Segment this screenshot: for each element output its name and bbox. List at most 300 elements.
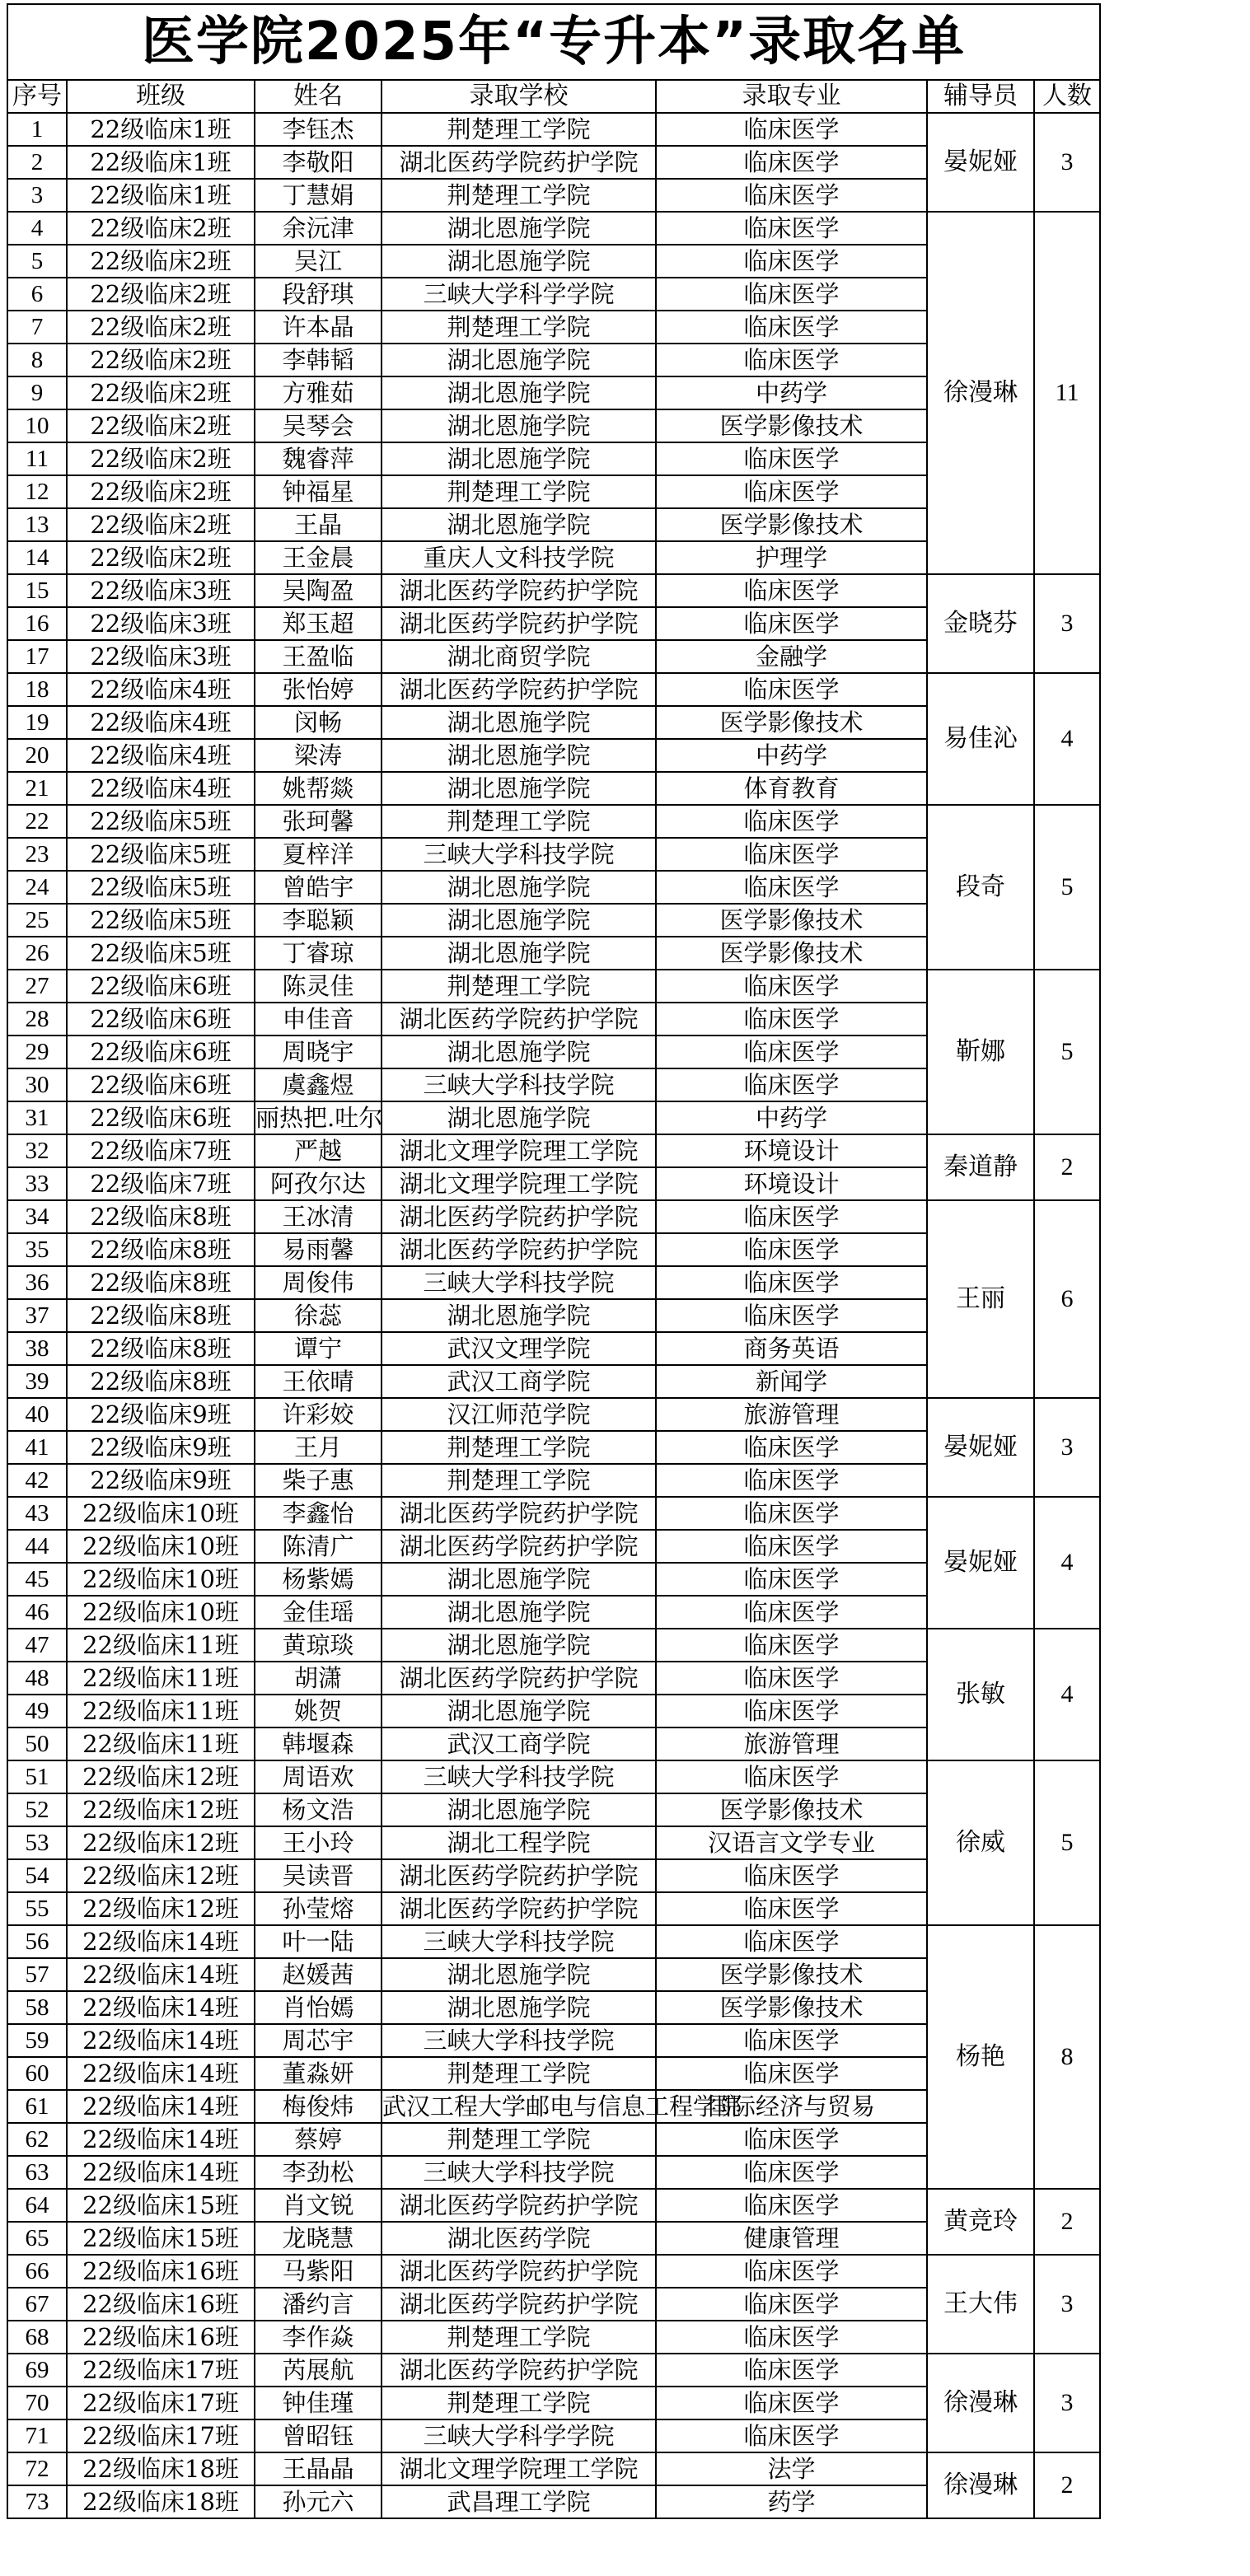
row-major: 临床医学 (656, 838, 927, 871)
row-class: 22级临床3班 (67, 607, 255, 640)
table-row (7, 673, 1245, 706)
spacer-cell (1100, 2255, 1245, 2288)
row-index: 14 (7, 541, 67, 574)
row-school: 荆楚理工学院 (382, 2387, 656, 2419)
row-major: 临床医学 (656, 2354, 927, 2387)
spacer-cell (1100, 970, 1245, 1003)
row-index: 19 (7, 706, 67, 739)
table-row (7, 1200, 1245, 1233)
row-class: 22级临床2班 (67, 475, 255, 508)
row-index: 31 (7, 1101, 67, 1134)
counselor-cell: 秦道静 (927, 1134, 1034, 1200)
row-class: 22级临床10班 (67, 1596, 255, 1629)
row-major: 临床医学 (656, 1695, 927, 1727)
row-major: 临床医学 (656, 673, 927, 706)
row-school: 荆楚理工学院 (382, 113, 656, 146)
row-major: 医学影像技术 (656, 409, 927, 442)
spacer-cell (1100, 1760, 1245, 1793)
row-major: 临床医学 (656, 574, 927, 607)
row-index: 68 (7, 2321, 67, 2354)
row-index: 15 (7, 574, 67, 607)
spacer-cell (1100, 739, 1245, 772)
row-index: 71 (7, 2419, 67, 2452)
row-class: 22级临床16班 (67, 2321, 255, 2354)
row-major: 金融学 (656, 640, 927, 673)
row-school: 湖北恩施学院 (382, 1958, 656, 1991)
row-class: 22级临床12班 (67, 1793, 255, 1826)
count-cell: 6 (1034, 1200, 1100, 1398)
count-cell: 5 (1034, 1760, 1100, 1925)
spacer-cell (1100, 146, 1245, 179)
row-school: 湖北恩施学院 (382, 871, 656, 904)
spacer-cell (1100, 937, 1245, 970)
table-row (7, 2189, 1245, 2222)
row-student-name: 虞鑫煜 (255, 1068, 382, 1101)
counselor-cell: 晏妮娅 (927, 1497, 1034, 1629)
header-name: 姓名 (255, 80, 382, 113)
spacer-cell (1100, 2090, 1245, 2123)
row-student-name: 吴江 (255, 245, 382, 278)
row-student-name: 吴琴会 (255, 409, 382, 442)
spacer-cell (1100, 113, 1245, 146)
row-class: 22级临床2班 (67, 212, 255, 245)
row-school: 湖北医药学院药护学院 (382, 146, 656, 179)
spacer-cell (1100, 673, 1245, 706)
row-index: 27 (7, 970, 67, 1003)
row-index: 26 (7, 937, 67, 970)
row-index: 54 (7, 1859, 67, 1892)
row-major: 医学影像技术 (656, 1991, 927, 2024)
row-school: 重庆人文科技学院 (382, 541, 656, 574)
spacer-cell (1100, 1068, 1245, 1101)
row-major: 临床医学 (656, 805, 927, 838)
row-index: 48 (7, 1662, 67, 1695)
row-student-name: 王金晨 (255, 541, 382, 574)
row-school: 湖北医药学院药护学院 (382, 1497, 656, 1530)
spacer-cell (1100, 1233, 1245, 1266)
row-index: 56 (7, 1925, 67, 1958)
row-school: 三峡大学科学学院 (382, 2419, 656, 2452)
row-school: 三峡大学科技学院 (382, 1266, 656, 1299)
row-class: 22级临床16班 (67, 2255, 255, 2288)
row-school: 湖北文理学院理工学院 (382, 2452, 656, 2485)
row-school: 荆楚理工学院 (382, 475, 656, 508)
row-student-name: 阿孜尔达 (255, 1167, 382, 1200)
spacer-cell (1100, 1003, 1245, 1036)
row-class: 22级临床6班 (67, 970, 255, 1003)
row-student-name: 李鑫怡 (255, 1497, 382, 1530)
row-index: 35 (7, 1233, 67, 1266)
header-row (7, 80, 1245, 113)
counselor-cell: 靳娜 (927, 970, 1034, 1134)
spacer-cell (1100, 311, 1245, 344)
row-student-name: 周语欢 (255, 1760, 382, 1793)
row-index: 70 (7, 2387, 67, 2419)
table-row (7, 2354, 1245, 2387)
row-major: 环境设计 (656, 1167, 927, 1200)
row-class: 22级临床14班 (67, 1925, 255, 1958)
row-index: 42 (7, 1464, 67, 1497)
table-row (7, 212, 1245, 245)
row-student-name: 余沅津 (255, 212, 382, 245)
row-major: 临床医学 (656, 1068, 927, 1101)
row-class: 22级临床9班 (67, 1464, 255, 1497)
row-class: 22级临床1班 (67, 179, 255, 212)
spacer-cell (1100, 2189, 1245, 2222)
row-index: 38 (7, 1332, 67, 1365)
table-row (7, 2452, 1245, 2485)
spacer-cell (1100, 2288, 1245, 2321)
row-index: 9 (7, 376, 67, 409)
row-major: 临床医学 (656, 1530, 927, 1563)
row-class: 22级临床10班 (67, 1530, 255, 1563)
row-student-name: 王晶 (255, 508, 382, 541)
counselor-cell: 晏妮娅 (927, 113, 1034, 212)
row-index: 65 (7, 2222, 67, 2255)
row-major: 临床医学 (656, 1036, 927, 1068)
row-class: 22级临床11班 (67, 1662, 255, 1695)
row-major: 临床医学 (656, 2387, 927, 2419)
spacer-cell (1100, 772, 1245, 805)
row-class: 22级临床11班 (67, 1629, 255, 1662)
row-index: 37 (7, 1299, 67, 1332)
row-major: 护理学 (656, 541, 927, 574)
row-class: 22级临床11班 (67, 1695, 255, 1727)
counselor-cell: 王大伟 (927, 2255, 1034, 2354)
row-school: 湖北医药学院药护学院 (382, 1859, 656, 1892)
table-body (7, 113, 1245, 2518)
count-cell: 4 (1034, 1629, 1100, 1760)
row-index: 1 (7, 113, 67, 146)
spacer-cell (1100, 1299, 1245, 1332)
row-school: 湖北恩施学院 (382, 739, 656, 772)
row-major: 临床医学 (656, 1299, 927, 1332)
row-class: 22级临床10班 (67, 1563, 255, 1596)
row-school: 三峡大学科学学院 (382, 278, 656, 311)
row-school: 湖北恩施学院 (382, 1036, 656, 1068)
row-major: 临床医学 (656, 1200, 927, 1233)
counselor-cell: 张敏 (927, 1629, 1034, 1760)
row-school: 湖北恩施学院 (382, 1695, 656, 1727)
spacer-cell (1100, 607, 1245, 640)
spacer-cell (1100, 2222, 1245, 2255)
row-class: 22级临床4班 (67, 706, 255, 739)
row-student-name: 王盈临 (255, 640, 382, 673)
row-class: 22级临床12班 (67, 1892, 255, 1925)
row-student-name: 丁睿琼 (255, 937, 382, 970)
row-student-name: 叶一陆 (255, 1925, 382, 1958)
row-index: 28 (7, 1003, 67, 1036)
row-class: 22级临床8班 (67, 1332, 255, 1365)
row-school: 三峡大学科技学院 (382, 1925, 656, 1958)
table-row (7, 1925, 1245, 1958)
row-major: 临床医学 (656, 2156, 927, 2189)
spacer-cell (1100, 179, 1245, 212)
row-class: 22级临床9班 (67, 1431, 255, 1464)
row-index: 49 (7, 1695, 67, 1727)
row-index: 33 (7, 1167, 67, 1200)
row-class: 22级临床2班 (67, 311, 255, 344)
row-school: 湖北医药学院药护学院 (382, 1200, 656, 1233)
row-index: 30 (7, 1068, 67, 1101)
row-school: 湖北恩施学院 (382, 706, 656, 739)
row-student-name: 梅俊炜 (255, 2090, 382, 2123)
row-school: 湖北恩施学院 (382, 1629, 656, 1662)
row-index: 52 (7, 1793, 67, 1826)
header-major: 录取专业 (656, 80, 927, 113)
spacer-cell (1100, 2024, 1245, 2057)
row-school: 三峡大学科技学院 (382, 838, 656, 871)
row-class: 22级临床1班 (67, 146, 255, 179)
row-student-name: 周晓宇 (255, 1036, 382, 1068)
row-student-name: 胡潇 (255, 1662, 382, 1695)
count-cell: 3 (1034, 1398, 1100, 1497)
row-class: 22级临床14班 (67, 2057, 255, 2090)
row-school: 湖北恩施学院 (382, 409, 656, 442)
row-class: 22级临床15班 (67, 2189, 255, 2222)
row-student-name: 许彩姣 (255, 1398, 382, 1431)
row-class: 22级临床6班 (67, 1101, 255, 1134)
row-student-name: 许本晶 (255, 311, 382, 344)
row-class: 22级临床17班 (67, 2354, 255, 2387)
row-student-name: 杨文浩 (255, 1793, 382, 1826)
count-cell: 3 (1034, 2354, 1100, 2452)
count-cell: 11 (1034, 212, 1100, 574)
row-major: 临床医学 (656, 113, 927, 146)
row-major: 临床医学 (656, 1859, 927, 1892)
row-index: 16 (7, 607, 67, 640)
row-class: 22级临床3班 (67, 640, 255, 673)
row-index: 51 (7, 1760, 67, 1793)
row-class: 22级临床2班 (67, 344, 255, 376)
row-class: 22级临床14班 (67, 2123, 255, 2156)
row-index: 62 (7, 2123, 67, 2156)
row-student-name: 钟福星 (255, 475, 382, 508)
row-index: 61 (7, 2090, 67, 2123)
table-row (7, 1760, 1245, 1793)
row-student-name: 龙晓慧 (255, 2222, 382, 2255)
row-student-name: 丁慧娟 (255, 179, 382, 212)
row-student-name: 吴读晋 (255, 1859, 382, 1892)
counselor-cell: 黄竞玲 (927, 2189, 1034, 2255)
row-student-name: 吴陶盈 (255, 574, 382, 607)
row-student-name: 孙莹熔 (255, 1892, 382, 1925)
row-major: 临床医学 (656, 212, 927, 245)
row-index: 7 (7, 311, 67, 344)
row-major: 医学影像技术 (656, 706, 927, 739)
row-school: 湖北恩施学院 (382, 1299, 656, 1332)
row-student-name: 曾昭钰 (255, 2419, 382, 2452)
row-school: 武汉文理学院 (382, 1332, 656, 1365)
row-major: 临床医学 (656, 2288, 927, 2321)
row-student-name: 姚贺 (255, 1695, 382, 1727)
spacer-cell (1100, 2321, 1245, 2354)
row-major: 临床医学 (656, 278, 927, 311)
spacer-cell (1100, 475, 1245, 508)
row-class: 22级临床7班 (67, 1134, 255, 1167)
row-class: 22级临床2班 (67, 409, 255, 442)
spacer-cell (1100, 838, 1245, 871)
row-major: 临床医学 (656, 245, 927, 278)
row-school: 湖北医药学院药护学院 (382, 2288, 656, 2321)
row-student-name: 闵畅 (255, 706, 382, 739)
row-class: 22级临床8班 (67, 1365, 255, 1398)
row-student-name: 梁涛 (255, 739, 382, 772)
admission-table (7, 3, 1245, 2519)
row-class: 22级临床7班 (67, 1167, 255, 1200)
row-major: 临床医学 (656, 1431, 927, 1464)
row-student-name: 陈灵佳 (255, 970, 382, 1003)
row-school: 湖北恩施学院 (382, 245, 656, 278)
row-class: 22级临床10班 (67, 1497, 255, 1530)
row-index: 11 (7, 442, 67, 475)
row-school: 荆楚理工学院 (382, 311, 656, 344)
count-cell: 3 (1034, 574, 1100, 673)
spacer-cell (1100, 1695, 1245, 1727)
spacer-cell (1100, 1200, 1245, 1233)
row-major: 临床医学 (656, 442, 927, 475)
row-student-name: 李韩韬 (255, 344, 382, 376)
count-cell: 5 (1034, 970, 1100, 1134)
row-class: 22级临床16班 (67, 2288, 255, 2321)
header-school: 录取学校 (382, 80, 656, 113)
row-class: 22级临床5班 (67, 904, 255, 937)
row-major: 临床医学 (656, 2057, 927, 2090)
row-school: 湖北医药学院药护学院 (382, 574, 656, 607)
spacer-cell (1100, 640, 1245, 673)
row-major: 国际经济与贸易 (656, 2090, 927, 2123)
spacer-cell (1100, 2485, 1245, 2518)
row-index: 60 (7, 2057, 67, 2090)
row-major: 健康管理 (656, 2222, 927, 2255)
row-index: 6 (7, 278, 67, 311)
row-student-name: 马紫阳 (255, 2255, 382, 2288)
row-student-name: 丽热把.吐尔 (255, 1101, 382, 1134)
row-class: 22级临床12班 (67, 1826, 255, 1859)
row-class: 22级临床14班 (67, 1991, 255, 2024)
spacer-cell (1100, 2387, 1245, 2419)
spacer-cell (1100, 212, 1245, 245)
row-class: 22级临床17班 (67, 2387, 255, 2419)
row-major: 临床医学 (656, 1925, 927, 1958)
row-student-name: 方雅茹 (255, 376, 382, 409)
row-student-name: 周俊伟 (255, 1266, 382, 1299)
row-major: 临床医学 (656, 1003, 927, 1036)
spacer-cell (1100, 1365, 1245, 1398)
spacer-cell (1100, 1892, 1245, 1925)
row-school: 湖北医药学院药护学院 (382, 673, 656, 706)
row-class: 22级临床2班 (67, 376, 255, 409)
row-major: 中药学 (656, 1101, 927, 1134)
row-major: 临床医学 (656, 2321, 927, 2354)
spacer-cell (1100, 2354, 1245, 2387)
row-school: 湖北医药学院药护学院 (382, 2255, 656, 2288)
row-school: 湖北医药学院药护学院 (382, 2189, 656, 2222)
row-class: 22级临床8班 (67, 1266, 255, 1299)
row-index: 32 (7, 1134, 67, 1167)
row-student-name: 潘约言 (255, 2288, 382, 2321)
spacer-cell (1100, 904, 1245, 937)
row-index: 69 (7, 2354, 67, 2387)
row-student-name: 韩堰森 (255, 1727, 382, 1760)
count-cell: 8 (1034, 1925, 1100, 2189)
counselor-cell: 徐漫琳 (927, 2354, 1034, 2452)
row-class: 22级临床14班 (67, 2024, 255, 2057)
row-major: 临床医学 (656, 1662, 927, 1695)
row-student-name: 王小玲 (255, 1826, 382, 1859)
row-index: 45 (7, 1563, 67, 1596)
row-student-name: 李敬阳 (255, 146, 382, 179)
spacer-cell (1100, 508, 1245, 541)
spacer-cell (1100, 1826, 1245, 1859)
row-student-name: 魏睿萍 (255, 442, 382, 475)
row-class: 22级临床3班 (67, 574, 255, 607)
spacer-cell (1100, 541, 1245, 574)
row-student-name: 夏梓洋 (255, 838, 382, 871)
row-index: 21 (7, 772, 67, 805)
row-school: 三峡大学科技学院 (382, 1760, 656, 1793)
row-student-name: 严越 (255, 1134, 382, 1167)
row-class: 22级临床12班 (67, 1760, 255, 1793)
row-index: 43 (7, 1497, 67, 1530)
row-major: 临床医学 (656, 475, 927, 508)
row-class: 22级临床4班 (67, 739, 255, 772)
spacer-cell (1100, 574, 1245, 607)
row-school: 三峡大学科技学院 (382, 2024, 656, 2057)
row-class: 22级临床4班 (67, 772, 255, 805)
row-school: 湖北恩施学院 (382, 508, 656, 541)
row-major: 临床医学 (656, 1892, 927, 1925)
spacer-cell (1100, 409, 1245, 442)
counselor-cell: 段奇 (927, 805, 1034, 970)
row-index: 5 (7, 245, 67, 278)
row-school: 湖北医药学院药护学院 (382, 1892, 656, 1925)
row-school: 三峡大学科技学院 (382, 1068, 656, 1101)
row-major: 临床医学 (656, 2255, 927, 2288)
row-student-name: 周芯宇 (255, 2024, 382, 2057)
row-index: 39 (7, 1365, 67, 1398)
row-class: 22级临床18班 (67, 2485, 255, 2518)
row-school: 湖北医药学院药护学院 (382, 1233, 656, 1266)
row-student-name: 李劲松 (255, 2156, 382, 2189)
row-class: 22级临床14班 (67, 2090, 255, 2123)
spacer-cell (1100, 1134, 1245, 1167)
row-school: 湖北医药学院药护学院 (382, 1662, 656, 1695)
row-student-name: 徐蕊 (255, 1299, 382, 1332)
row-school: 汉江师范学院 (382, 1398, 656, 1431)
row-school: 湖北恩施学院 (382, 376, 656, 409)
row-school: 湖北文理学院理工学院 (382, 1134, 656, 1167)
row-major: 临床医学 (656, 146, 927, 179)
table-row (7, 1497, 1245, 1530)
counselor-cell: 杨艳 (927, 1925, 1034, 2189)
row-class: 22级临床14班 (67, 2156, 255, 2189)
row-index: 44 (7, 1530, 67, 1563)
spacer-cell (1100, 1563, 1245, 1596)
spacer-cell (1100, 1398, 1245, 1431)
spacer-cell (1100, 1464, 1245, 1497)
spacer-cell (1100, 1266, 1245, 1299)
count-cell: 2 (1034, 2452, 1100, 2518)
header-counselor: 辅导员 (927, 80, 1034, 113)
row-major: 医学影像技术 (656, 937, 927, 970)
row-school: 荆楚理工学院 (382, 2321, 656, 2354)
row-school: 湖北恩施学院 (382, 1596, 656, 1629)
row-student-name: 郑玉超 (255, 607, 382, 640)
row-class: 22级临床6班 (67, 1003, 255, 1036)
row-school: 荆楚理工学院 (382, 970, 656, 1003)
row-index: 20 (7, 739, 67, 772)
